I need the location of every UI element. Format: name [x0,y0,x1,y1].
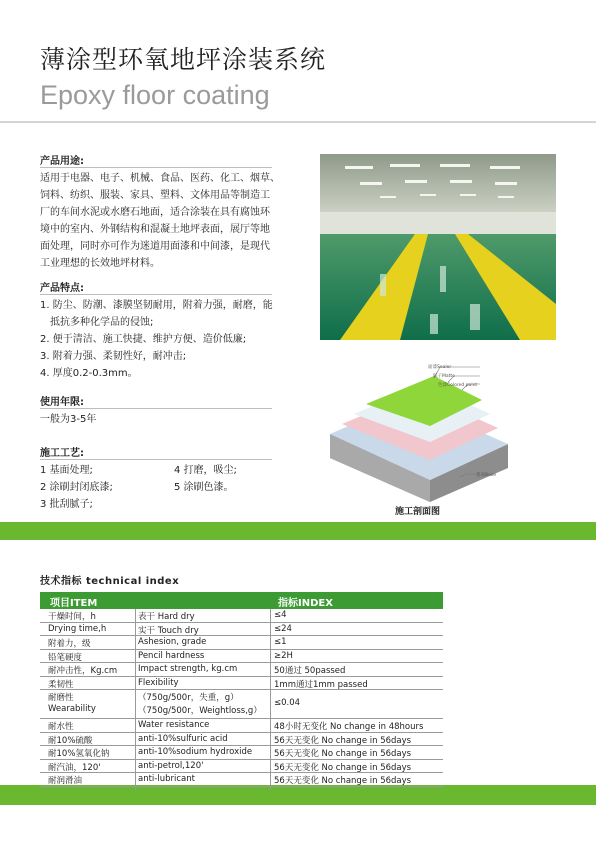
lifetime-heading: 使用年限: [40,397,84,408]
row-cn: 铅笔硬度 [48,652,83,663]
row-en: Pencil hardness [138,650,205,661]
usage-line: 工业理想的长效地坪材料。 [40,258,160,269]
features-section [40,280,300,382]
row-value: 50通过 50passed [274,666,346,676]
page-title-en: Epoxy floor coating [40,80,270,110]
feature-line: 3. 附着力强、柔韧性好，耐冲击; [40,351,187,362]
table-divider [270,609,271,790]
usage-heading: 产品用途: [40,156,84,167]
row-cn: 干燥时间，h [48,612,96,622]
header-divider [0,121,596,123]
section-rule [40,294,272,295]
row-en: （750g/500r，失重，g） [138,693,239,703]
diagram-label: 腻子Matte [433,374,455,379]
row-cn: Wearability [48,704,96,714]
table-row [40,623,443,637]
usage-line: 面处理，同时亦可作为迷道用面漆和中间漆，是现代 [40,241,270,252]
process-section [40,445,300,515]
process-step: 2 涂刷封闭底漆; [40,482,113,493]
lifetime-text: 一般为3-5年 [40,414,97,425]
row-cn: Drying time,h [48,623,107,634]
process-heading: 施工工艺: [40,448,84,459]
row-en: Ashesion, grade [138,637,207,647]
diagram-label: 面漆Sealer [428,365,452,370]
table-row [40,650,443,664]
feature-line: 4. 厚度0.2-0.3mm。 [40,368,138,379]
diagram-label: 色漆Colored paint [438,383,478,388]
row-value: 56天无变化 No change in 56days [274,776,412,786]
row-cn: 耐润滑油 [48,776,83,786]
table-row [40,760,443,774]
row-cn: 柔韧性 [48,679,74,690]
usage-line: 适用于电器、电子、机械、食品、医药、化工、烟草、 [40,173,280,184]
table-row [40,773,443,787]
row-en: 实干 Touch dry [138,625,199,636]
row-cn: 耐10%硫酸 [48,735,93,746]
row-en: anti-lubricant [138,774,195,784]
section-rule [40,459,272,460]
feature-line: 1. 防尘、防潮、漆膜坚韧耐用，附着力强，耐磨，能 [40,300,273,311]
row-cn: 耐汽油，120' [48,762,101,773]
row-cn: 耐10%氢氧化钠 [48,749,110,759]
row-en: Impact strength, kg.cm [138,664,238,674]
feature-line: 2. 便于清洁、施工快捷、维护方便、造价低廉; [40,334,247,345]
table-row [40,690,443,719]
section-rule [40,408,272,409]
table-header [40,592,443,609]
col-header-index: 指标INDEX [278,598,333,609]
usage-line: 饲料、纺织、服装、家具、塑料、文体用品等制造工 [40,190,270,201]
row-en: anti-10%sodium hydroxide [138,747,253,757]
table-row [40,663,443,677]
cross-section-diagram [330,362,510,502]
features-heading: 产品特点: [40,283,84,294]
process-step: 1 基面处理; [40,465,93,476]
factory-floor-photo [320,154,556,340]
row-value: 56天无变化 No change in 56days [274,762,412,773]
row-value: 48小时无变化 No change in 48hours [274,722,424,732]
usage-section [40,153,290,272]
row-en: anti-petrol,120' [138,760,204,771]
table-divider [135,609,136,790]
table-row [40,609,443,623]
row-en: 表干 Hard dry [138,612,195,622]
process-step: 3 批刮腻子; [40,499,93,510]
table-row [40,733,443,747]
row-en: Flexibility [138,677,179,688]
diagram-label: 基面Base [476,473,496,478]
col-header-item: 项目ITEM [50,598,98,609]
row-en: Water resistance [138,720,210,730]
row-value: ≤4 [274,610,287,620]
row-en: anti-10%sulfuric acid [138,733,228,744]
tech-table [40,592,443,787]
process-step: 5 涂刷色漆。 [174,482,234,493]
table-row [40,719,443,733]
row-value: ≥2H [274,650,293,661]
row-value: 56天无变化 No change in 56days [274,749,412,759]
row-en: （750g/500r，Weightloss,g） [138,706,262,716]
page-title-cn: 薄涂型环氧地坪涂装系统 [40,45,327,74]
row-value: 56天无变化 No change in 56days [274,735,412,746]
row-value: ≤0.04 [274,698,301,708]
section-rule [40,167,272,168]
process-step: 4 打磨，吸尘; [174,465,237,476]
table-row [40,746,443,760]
row-cn: 耐水性 [48,722,74,732]
usage-line: 境中的室内、外钢结构和混凝土地坪表面，展厅等地 [40,224,270,235]
row-value: ≤24 [274,623,292,634]
row-cn: 附着力，级 [48,639,91,649]
row-value: ≤1 [274,637,287,647]
usage-line: 厂的车间水泥或水磨石地面，适合涂装在具有腐蚀环 [40,207,270,218]
table-row [40,636,443,650]
diagram-caption: 施工剖面图 [395,507,441,517]
row-cn: 耐冲击性，Kg.cm [48,666,118,676]
table-row [40,677,443,691]
row-value: 1mm通过1mm passed [274,679,368,690]
tech-title: 技术指标 technical index [40,576,180,587]
feature-line: 抵抗多种化学品的侵蚀; [50,317,154,328]
row-cn: 耐磨性 [48,693,74,703]
lifetime-section [40,394,300,428]
